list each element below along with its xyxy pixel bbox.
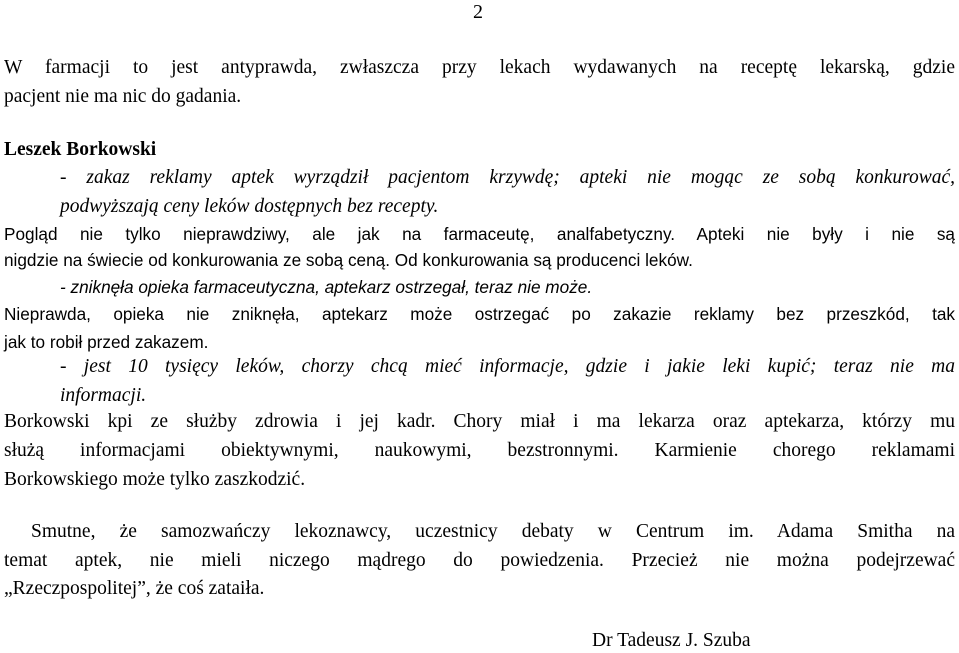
intro-line: pacjent nie ma nic do gadania. [4,86,242,107]
response-line: nigdzie na świecie od konkurowania ze sobą ceną. Od konkurowania są producenci leków. [4,250,693,270]
page-number: 2 [473,1,483,23]
quote-line: informacji. [60,385,147,406]
response-line: Pogląd nie tylko nieprawdziwy, ale jak na farmaceutę, analfabetyczny. Apteki nie były i nie są [4,224,955,244]
response-line: Nieprawda, opieka nie zniknęła, aptekarz może ostrzegać po zakazie reklamy bez przeszkód, tak [4,304,955,324]
response-line: służą informacjami obiektywnymi, naukowymi, bezstronnymi. Karmienie chorego reklamami [4,440,955,461]
response-line: Borkowski kpi ze służby zdrowia i jej kadr. Chory miał i ma lekarza oraz aptekarza, którzy mu [4,411,955,432]
intro-line: W farmacji to jest antyprawda, zwłaszcza przy lekach wydawanych na receptę lekarską, gdzie [4,57,955,78]
quote-line-2: - zniknęła opieka farmaceutyczna, aptekarz ostrzegał, teraz nie może. [60,277,593,297]
quote-line: - zakaz reklamy aptek wyrządził pacjentom krzywdę; apteki nie mogąc ze sobą konkurować, [60,167,955,188]
quote-line: podwyższają ceny leków dostępnych bez recepty. [60,196,439,217]
response-line: Borkowskiego może tylko zaszkodzić. [4,469,306,490]
quote-line: - jest 10 tysięcy leków, chorzy chcą mieć informacje, gdzie i jakie leki kupić; teraz nie ma [60,356,955,377]
closing-line: „Rzeczpospolitej”, że coś zataiła. [4,578,265,599]
response-line: jak to robił przed zakazem. [4,332,209,352]
closing-line: temat aptek, nie mieli niczego mądrego do powiedzenia. Przecież nie można podejrzewać [4,550,955,571]
closing-line: Smutne, że samozwańczy lekoznawcy, uczestnicy debaty w Centrum im. Adama Smitha na [31,521,955,542]
author-heading: Leszek Borkowski [4,139,157,160]
signature: Dr Tadeusz J. Szuba [592,630,751,651]
